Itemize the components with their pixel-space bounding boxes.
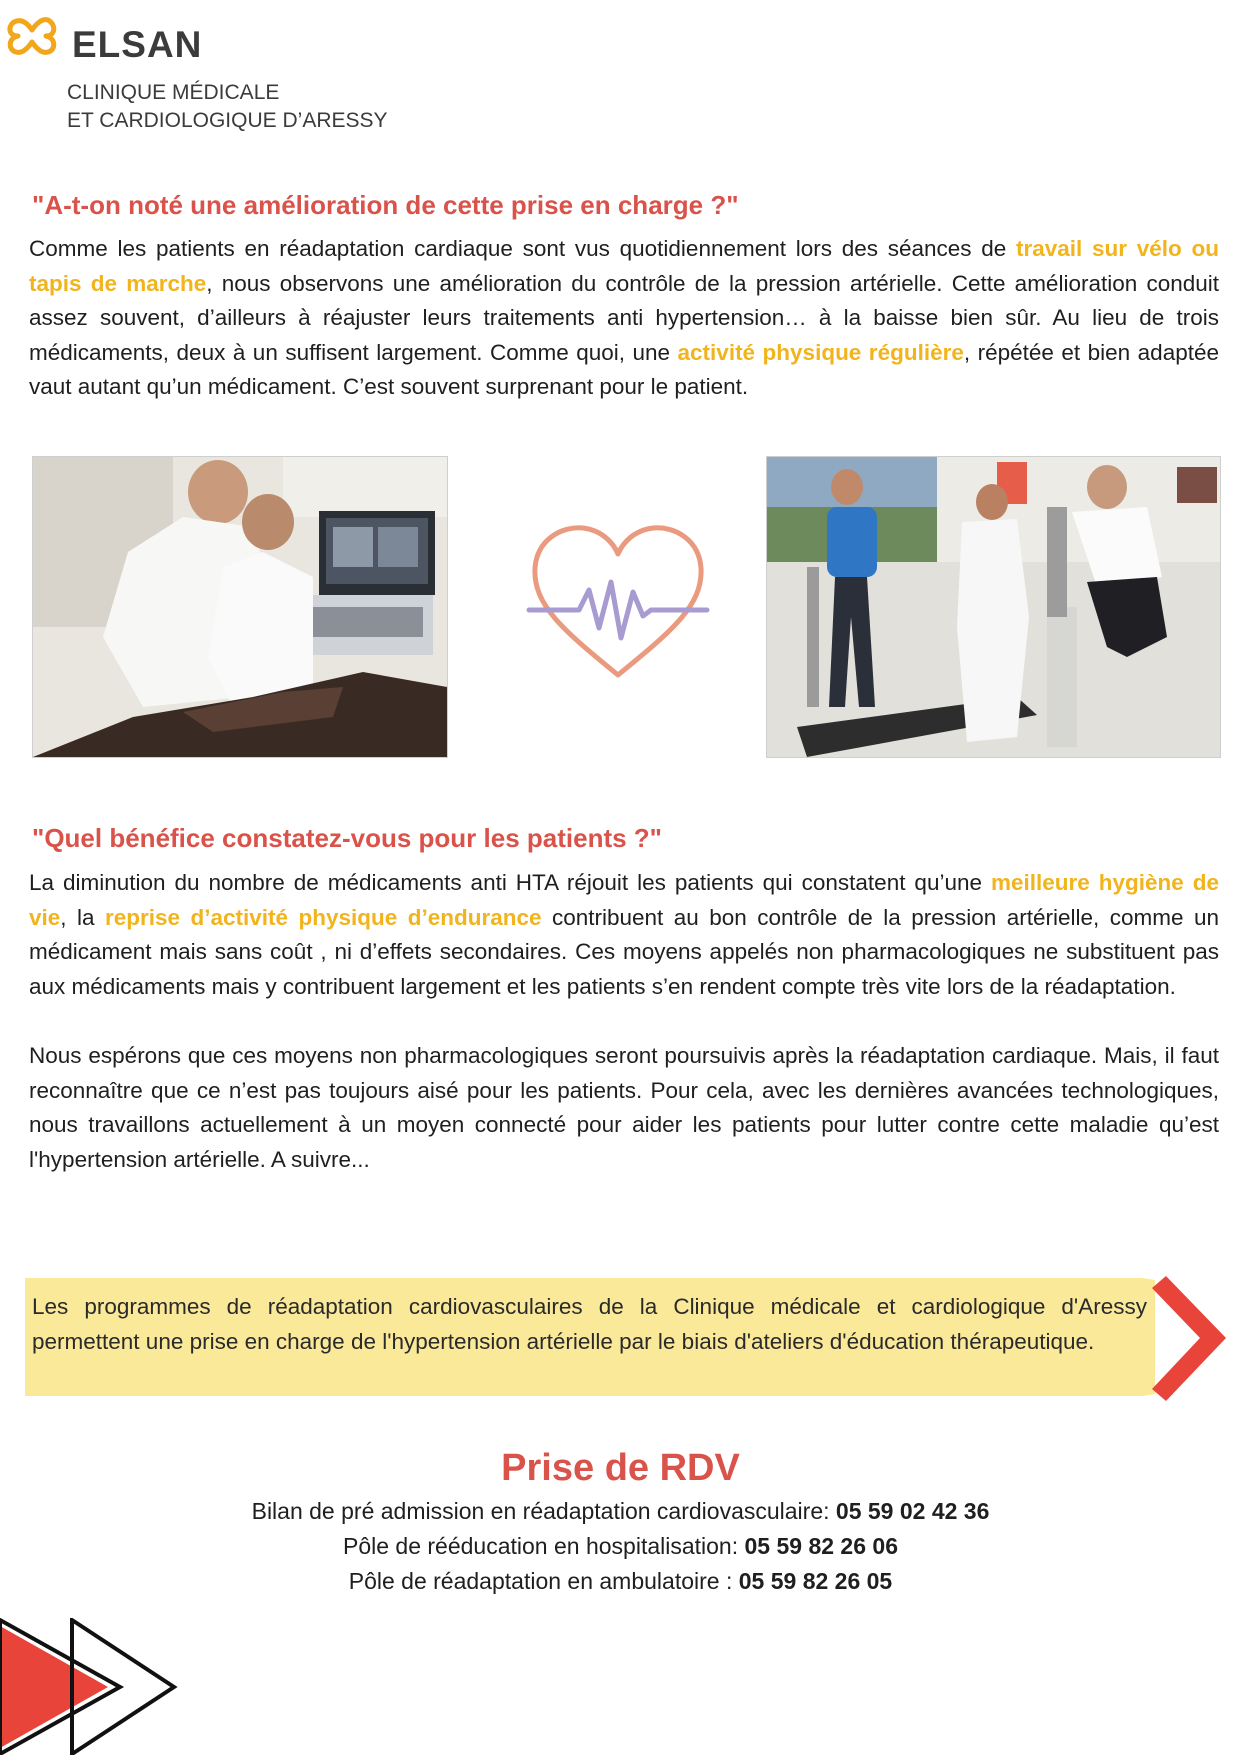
section2-text-a: La diminution du nombre de médicaments anti HTA réjouit les patients qui constatent qu’une [29, 870, 991, 895]
clinic-name-line2: ET CARDIOLOGIQUE D’ARESSY [67, 109, 388, 132]
photo-cardiac-rehab-image [767, 457, 1220, 757]
callout-text: Les programmes de réadaptation cardiovasculaires de la Clinique médicale et cardiologique d'Aressy permettent une prise en charge de l'hypertension artérielle par le biais d'ateliers d'éducation thérapeutique. [32, 1294, 1147, 1354]
section2-text-b: , la [60, 904, 105, 930]
rdv-label-2: Pôle de rééducation en hospitalisation: [343, 1533, 745, 1559]
rdv-label-1: Bilan de pré admission en réadaptation cardiovasculaire: [251, 1498, 836, 1524]
rdv-line-hospitalisation [0, 1535, 1241, 1558]
rdv-line-ambulatoire [0, 1570, 1241, 1593]
section1-paragraph [29, 232, 1219, 405]
photo-echocardiography-image [33, 457, 447, 757]
section2-highlight-2: reprise d’activité physique d’endurance [104, 904, 542, 930]
brand-name: ELSAN [72, 24, 203, 65]
rdv-phone-2: 05 59 82 26 06 [744, 1533, 898, 1559]
clinic-name-line1: CLINIQUE MÉDICALE [67, 81, 280, 104]
section1-text-b: , nous observons une amélioration du contrôle de la pression artérielle. Cette amélioration conduit assez souvent, d’ailleurs à réajuster leurs traitements anti hypertension… à la baisse bien sûr. Au lieu de trois médicaments, deux à un suffisent largement. Comme quoi, une [29, 270, 1220, 365]
rdv-phone-1: 05 59 02 42 36 [835, 1498, 990, 1524]
section1-heading: "A-t-on noté une amélioration de cette prise en charge ?" [32, 190, 739, 220]
photo-echocardiography [32, 456, 448, 758]
section1-highlight-2: activité physique régulière [677, 339, 964, 365]
section2-paragraph-2: Nous espérons que ces moyens non pharmacologiques seront poursuivis après la réadaptation cardiaque. Mais, il faut reconnaître que ce n’est pas toujours aisé pour les patients. Pour cela, avec les dernières avancées technologiques, nous travaillons actuellement à un moyen connecté pour aider les patients pour lutter contre cette maladie qu’est l'hypertension artérielle. A suivre... [29, 1043, 1219, 1172]
section1-text-a: Comme les patients en réadaptation cardiaque sont vus quotidiennement lors des séances de [29, 236, 1016, 261]
rdv-label-3: Pôle de réadaptation en ambulatoire : [348, 1568, 739, 1594]
rdv-line-preadmission [0, 1500, 1241, 1523]
clinic-logo [6, 12, 426, 132]
section1-text-c: , répétée et bien adaptée vaut autant qu’un médicament. C’est souvent surprenant pour le patient. [29, 339, 1219, 399]
photo-cardiac-rehab [766, 456, 1221, 758]
rdv-phone-3: 05 59 82 26 05 [738, 1568, 893, 1594]
section2-paragraph-1 [29, 866, 1219, 1004]
section2-heading: "Quel bénéfice constatez-vous pour les patients ?" [32, 823, 663, 853]
chevron-right-icon [1148, 1276, 1228, 1401]
rdv-title: Prise de RDV [501, 1447, 740, 1489]
callout-box [25, 1278, 1155, 1396]
clinic-name [67, 79, 388, 135]
section2-text-c: contribuent au bon contrôle de la pression artérielle, comme un médicament mais sans coût , ni d’effets secondaires. Ces moyens appelés non pharmacologiques ne substituent pas aux médicaments mais y contribuent largement et les patients s’en rendent compte très vite lors de la réadaptation. [29, 904, 1219, 999]
section1-highlight-1: travail sur vélo ou tapis de marche [29, 236, 1219, 296]
section2-highlight-1: meilleure hygiène de vie [29, 870, 1219, 930]
decorative-play-arrows-icon [0, 1618, 180, 1755]
heartbeat-heart-icon [523, 520, 713, 685]
elsan-logo-icon [6, 12, 58, 60]
